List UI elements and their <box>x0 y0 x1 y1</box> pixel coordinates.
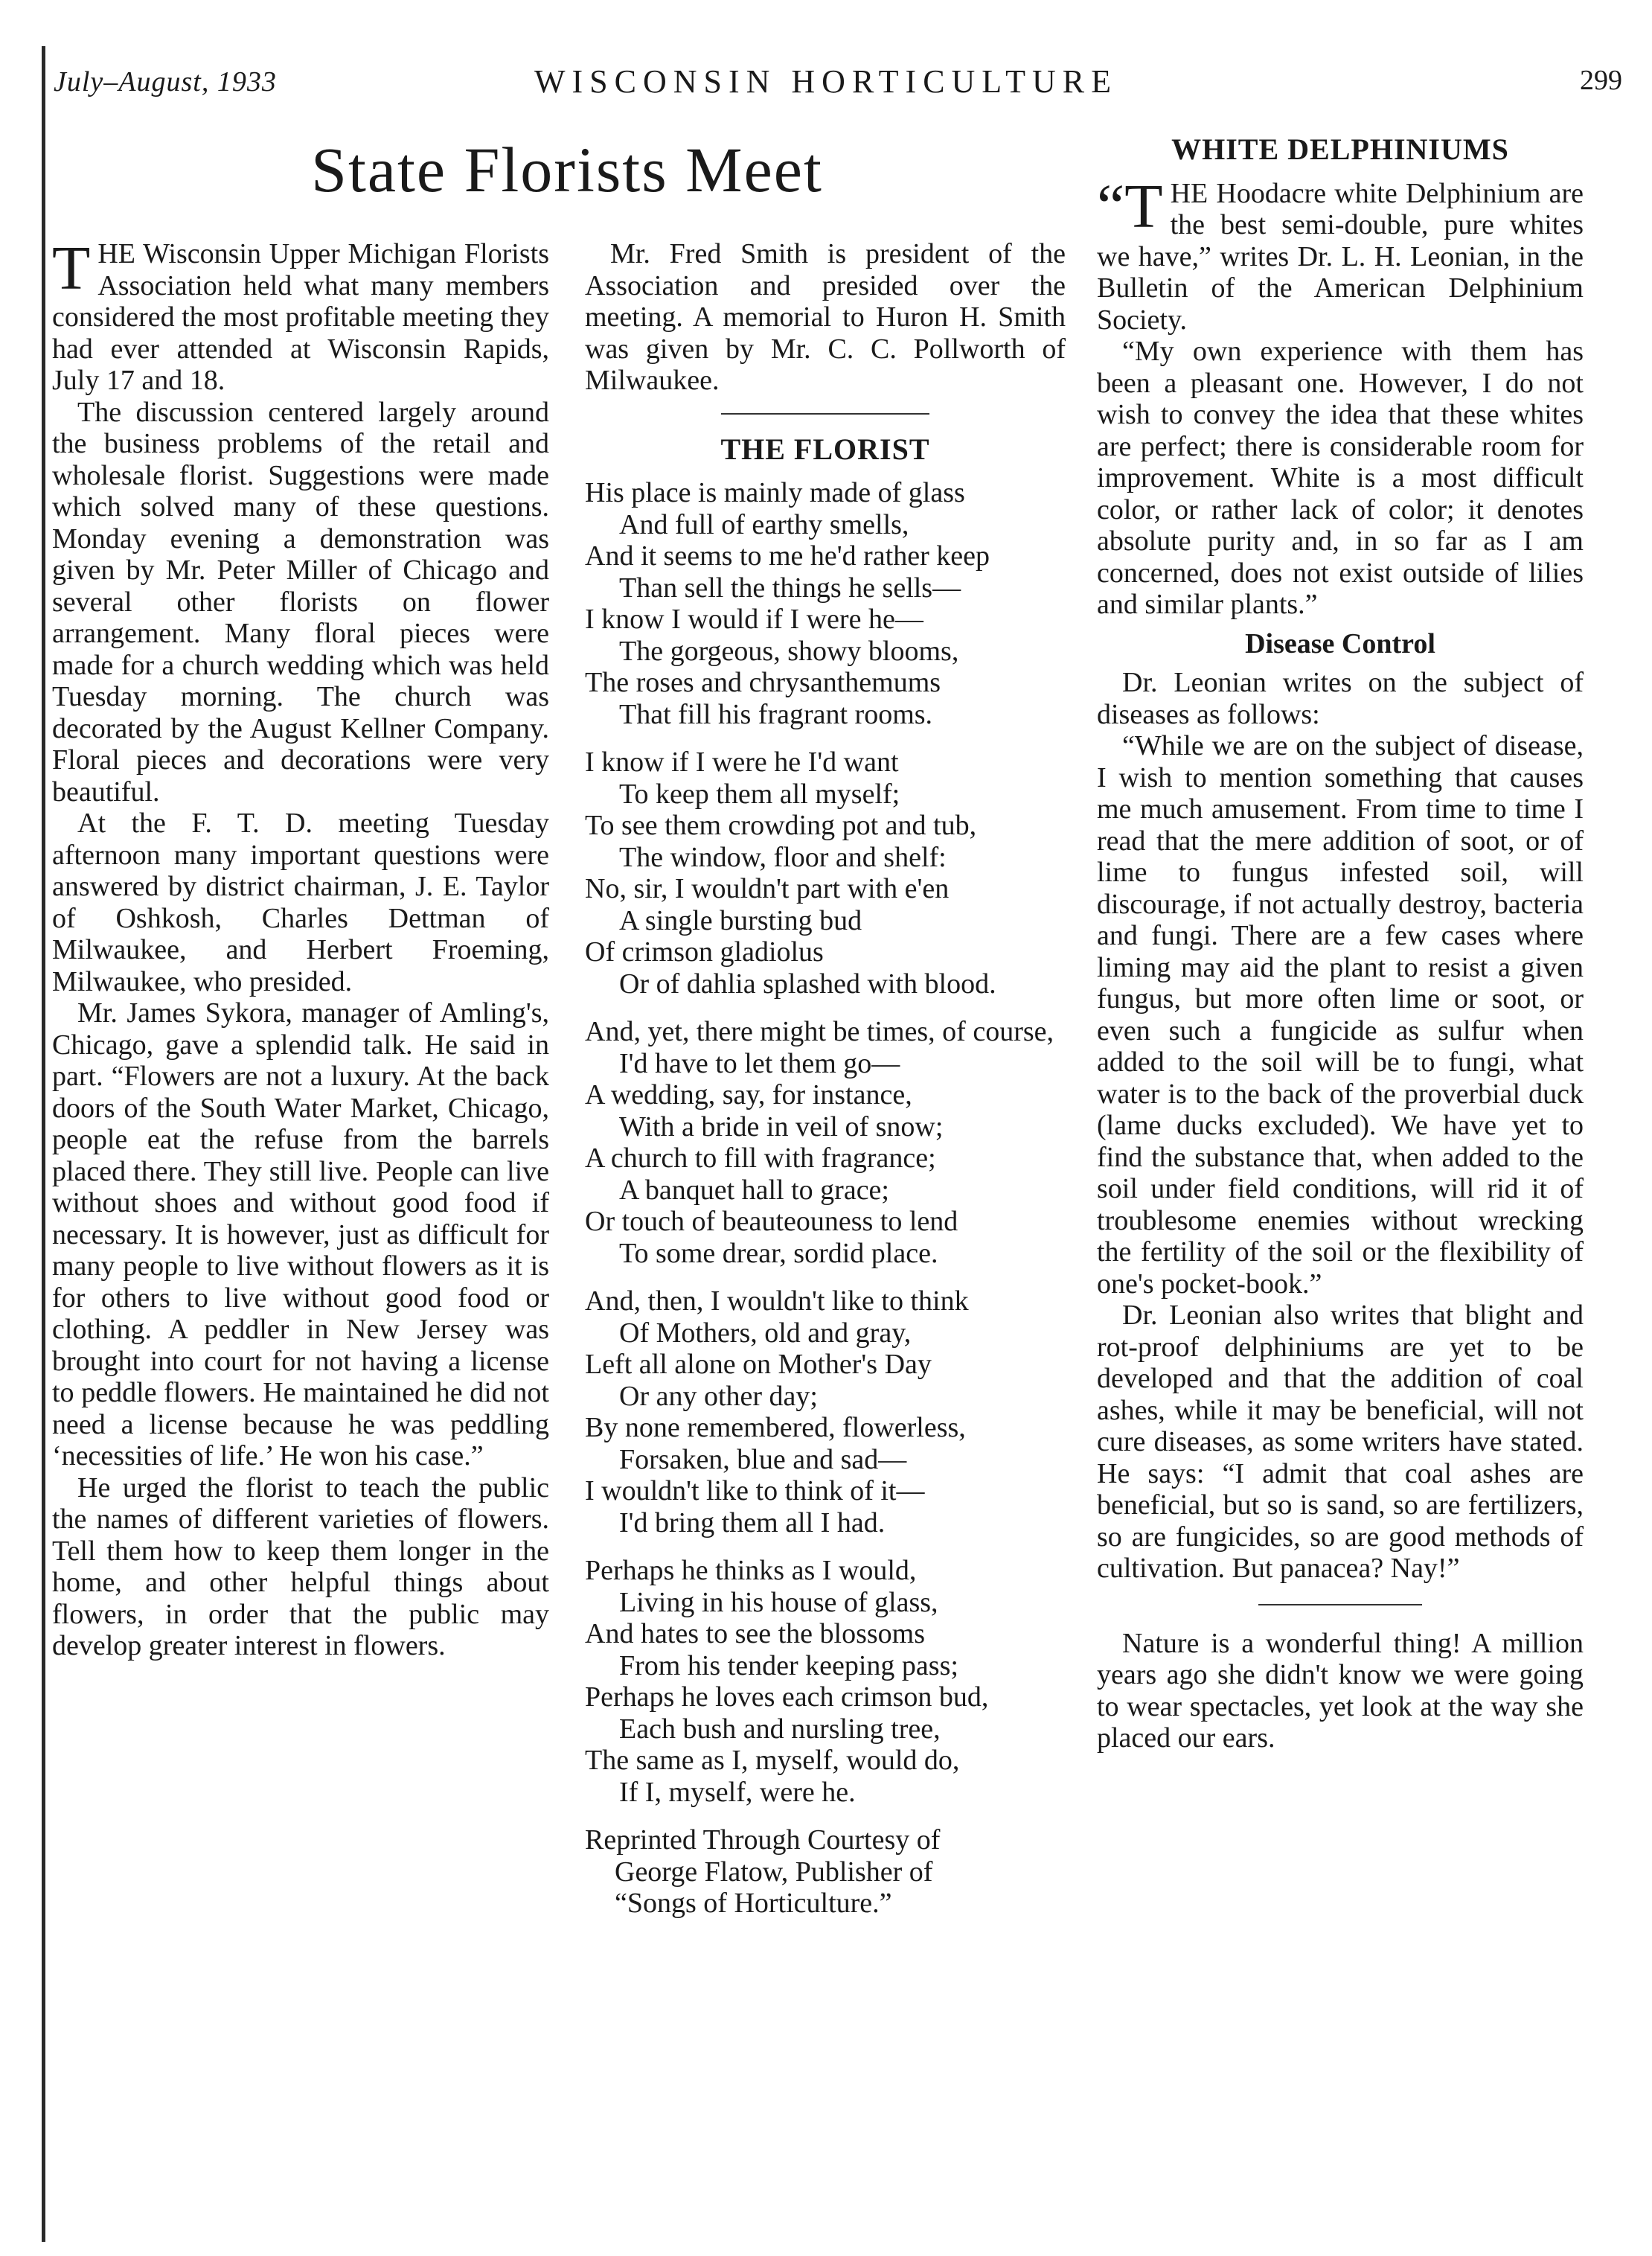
poem-line: And full of earthy smells, <box>619 508 909 540</box>
poem-line: To see them crowding pot and tub, <box>585 810 977 841</box>
disease-control-heading: Disease Control <box>1245 627 1435 659</box>
poem-line: Or of dahlia splashed with blood. <box>619 968 996 1000</box>
poem-line: A church to fill with fragrance; <box>585 1143 936 1174</box>
poem-stanza <box>585 1555 1066 1808</box>
article-paragraph: THE Wisconsin Upper Michigan Florists Association held what many members considered the most profitable meeting they had ever attended at Wisconsin Rapids, July 17 and 18. <box>52 234 549 396</box>
drop-cap: “T <box>1097 171 1163 241</box>
poem-line: Or touch of beauteouness to lend <box>585 1206 958 1237</box>
poem-line: With a bride in veil of snow; <box>619 1111 944 1143</box>
poem-line: Perhaps he thinks as I would, <box>585 1555 917 1586</box>
poem-line: Living in his house of glass, <box>619 1586 938 1618</box>
poem-line: To some drear, sordid place. <box>619 1237 938 1269</box>
magazine-title: WISCONSIN HORTICULTURE <box>534 63 1118 100</box>
poem-line: The same as I, myself, would do, <box>585 1745 960 1776</box>
poem-line: I'd have to let them go— <box>619 1047 900 1079</box>
poem-line: If I, myself, were he. <box>619 1776 856 1808</box>
poem-line: The gorgeous, showy blooms, <box>619 635 959 667</box>
poem-line: Or any other day; <box>619 1380 818 1412</box>
article-paragraph: He urged the florist to teach the public the names of different varieties of flowers. Tell them how to keep them longer in the home, and other helpful things about flowers, in order that the public may develop greater interest in flowers. <box>52 1471 549 1661</box>
article-column-2 <box>585 238 1066 1920</box>
poem-title: THE FLORIST <box>720 432 930 466</box>
poem-line: And hates to see the blossoms <box>585 1618 926 1649</box>
poem-line: And it seems to me he'd rather keep <box>585 540 990 572</box>
poem-line: Of crimson gladiolus <box>585 936 824 968</box>
poem-line: Forsaken, blue and sad— <box>619 1443 907 1475</box>
page-number: 299 <box>1580 65 1622 96</box>
poem-line: By none remembered, flowerless, <box>585 1412 966 1443</box>
poem-line: Than sell the things he sells— <box>619 572 961 604</box>
poem-line: A single bursting bud <box>619 904 862 936</box>
poem-stanza <box>585 747 1066 1000</box>
article-paragraph: The discussion centered largely around the business problems of the retail and wholesale florist. Suggestions were made which solved many of these questions. Monday evening a demonstration was given by Mr. Peter Miller of Chicago and several other florists on flower arrangement. Many floral pieces were made for a church wedding which was held Tuesday morning. The church was decorated by the August Kellner Company. Floral pieces and decorations were very beautiful. <box>52 396 549 808</box>
poem-line: From his tender keeping pass; <box>619 1649 958 1681</box>
delphinium-paragraph: Dr. Leonian also writes that blight and rot-proof delphiniums are yet to be developed and that the addition of coal ashes, while it may be beneficial, will not cure diseases, as some writers have stated. He says: “I admit that coal ashes are beneficial, but so is sand, so are fertilizers, so are fungicides, so are good methods of cultivation. But panacea? Nay!” <box>1097 1300 1584 1584</box>
delphinium-paragraph: Dr. Leonian writes on the subject of diseases as follows: <box>1097 667 1584 730</box>
drop-cap: T <box>52 234 91 303</box>
poem-line: I wouldn't like to think of it— <box>585 1475 925 1506</box>
poem-line: Perhaps he loves each crimson bud, <box>585 1681 989 1713</box>
poem-line: To keep them all myself; <box>619 778 900 810</box>
article-column-3 <box>1097 134 1584 1754</box>
poem-line: I know I would if I were he— <box>585 604 923 635</box>
poem-body <box>585 477 1066 1808</box>
poem-stanza <box>585 477 1066 730</box>
poem-line: Each bush and nursling tree, <box>619 1713 941 1745</box>
poem-line: No, sir, I wouldn't part with e'en <box>585 873 950 904</box>
credit-line: Reprinted Through Courtesy of <box>585 1824 941 1856</box>
article-column-1 <box>52 234 549 1662</box>
poem-credit <box>585 1824 1066 1920</box>
delphinium-paragraph: “My own experience with them has been a pleasant one. However, I do not wish to convey the idea that these whites are perfect; there is considerable room for improvement. White is a most difficult color, or rather lack of color; it denotes absolute purity and, in so far as I am concerned, does not exist outside of lilies and similar plants.” <box>1097 336 1584 620</box>
poem-line: A banquet hall to grace; <box>619 1174 889 1206</box>
credit-line: “Songs of Horticulture.” <box>615 1888 892 1919</box>
section-divider <box>1258 1604 1422 1605</box>
article-title: State Florists Meet <box>311 134 823 205</box>
delphinium-heading: WHITE DELPHINIUMS <box>1171 132 1509 166</box>
poem-line: A wedding, say, for instance, <box>585 1079 912 1111</box>
poem-line: I know if I were he I'd want <box>585 747 899 778</box>
delphinium-paragraph: “While we are on the subject of disease, I wish to mention something that causes me much amusement. From time to time I read that the mere addition of soot, or of lime to fungus infested soil, will discourage, if not actually destroy, bacteria and fungi. There are a few cases where liming may aid the plant to resist a given fungus, but more often lime or soot, or even such a fungicide as sulfur when added to the soil will be to fungi, what water is to the back of the proverbial duck (lame ducks excluded). We have yet to find the substance that, when added to the soil under field conditions, will rid it of troublesome enemies without wrecking the fertility of the soil or the flexibility of one's pocket-book.” <box>1097 730 1584 1300</box>
delphinium-paragraph: “THE Hoodacre white Delphinium are the best semi-double, pure whites we have,” writes Dr. L. H. Leonian, in the Bulletin of the American Delphinium Society. <box>1097 171 1584 336</box>
article-paragraph: At the F. T. D. meeting Tuesday afternoon many important questions were answered by district chairman, J. E. Taylor of Oshkosh, Charles Dettman of Milwaukee, and Herbert Froeming, Milwaukee, who presided. <box>52 808 549 997</box>
poem-line: Of Mothers, old and gray, <box>619 1317 912 1349</box>
poem-line: And, then, I wouldn't like to think <box>585 1285 969 1317</box>
poem-line: The roses and chrysanthemums <box>585 667 941 698</box>
poem-stanza <box>585 1285 1066 1538</box>
article-paragraph: Mr. Fred Smith is president of the Association and presided over the meeting. A memorial to Huron H. Smith was given by Mr. C. C. Pollworth of Milwaukee. <box>585 238 1066 396</box>
credit-line: George Flatow, Publisher of <box>615 1856 933 1888</box>
filler-paragraph: Nature is a wonderful thing! A million years ago she didn't know we were going to wear spectacles, yet look at the way she placed our ears. <box>1097 1627 1584 1754</box>
poem-stanza <box>585 1016 1066 1269</box>
poem-line: Left all alone on Mother's Day <box>585 1349 932 1380</box>
poem-line: And, yet, there might be times, of course, <box>585 1016 1054 1047</box>
poem-line: That fill his fragrant rooms. <box>619 698 933 730</box>
binding-edge-line <box>42 46 45 2242</box>
issue-date: July–August, 1933 <box>54 66 277 98</box>
poem-line: His place is mainly made of glass <box>585 477 965 508</box>
poem-line: The window, floor and shelf: <box>619 841 947 873</box>
poem-line: I'd bring them all I had. <box>619 1506 886 1538</box>
article-paragraph: Mr. James Sykora, manager of Amling's, Chicago, gave a splendid talk. He said in part. “Flowers are not a luxury. At the back doors of the South Water Market, Chicago, people eat the refuse from the barrels placed there. They still live. People can live without shoes and without good food if necessary. It is however, just as difficult for many people to live without flowers as it is for others to live without good food or clothing. A peddler in New Jersey was brought into court for not having a license to peddle flowers. He maintained he did not need a license because he was peddling ‘necessities of life.’ He won his case.” <box>52 997 549 1471</box>
section-divider <box>721 413 929 415</box>
